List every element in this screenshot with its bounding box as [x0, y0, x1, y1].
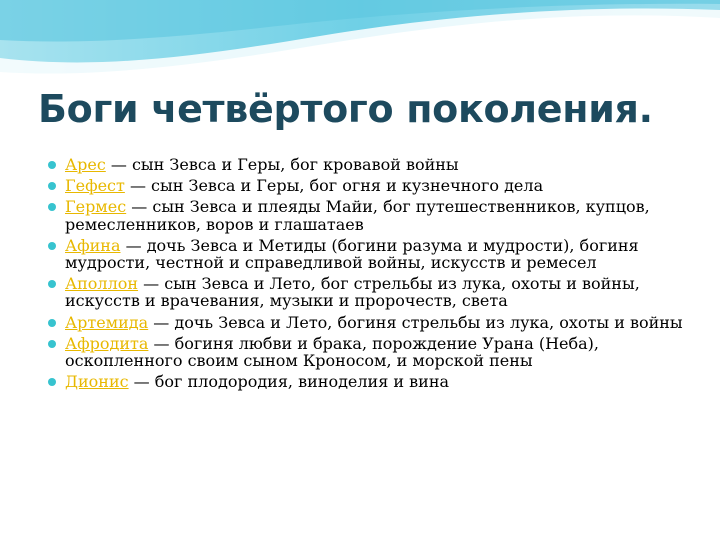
- god-name-link[interactable]: Афина: [65, 235, 121, 255]
- list-item: [48, 156, 688, 173]
- god-name-link[interactable]: Арес: [65, 155, 106, 174]
- god-name-link[interactable]: Аполлон: [65, 274, 139, 294]
- list-item: [48, 314, 688, 331]
- bullet-icon: [48, 340, 56, 348]
- god-name-link[interactable]: Дионис: [65, 372, 129, 392]
- god-description: — сын Зевса и Лето, бог стрельбы из лука, охоты и войны, искусств и врачевания, музыки и пророчеств, света: [65, 274, 640, 311]
- header-wave-decoration: [0, 0, 720, 90]
- god-description: — сын Зевса и Геры, бог огня и кузнечного дела: [124, 176, 544, 196]
- god-description: — сын Зевса и плеяды Майи, бог путешественников, купцов, ремесленников, воров и глашатаев: [65, 197, 650, 234]
- list-item: [48, 198, 688, 232]
- god-name-link[interactable]: Артемида: [65, 312, 149, 332]
- god-name-link[interactable]: Гермес: [65, 197, 127, 217]
- bullet-icon: [48, 319, 56, 327]
- bullet-icon: [48, 203, 56, 211]
- list-item: [48, 177, 688, 194]
- god-description: — сын Зевса и Геры, бог кровавой войны: [105, 155, 459, 174]
- god-description: — дочь Зевса и Лето, богиня стрельбы из лука, охоты и войны: [148, 312, 683, 332]
- bullet-icon: [48, 242, 56, 250]
- gods-list: [48, 156, 688, 394]
- bullet-icon: [48, 182, 56, 190]
- god-name-link[interactable]: Гефест: [65, 176, 125, 196]
- god-description: — богиня любви и брака, порождение Урана (Неба), оскопленного своим сыном Кроносом, и морской пены: [65, 333, 599, 371]
- list-item: [48, 335, 688, 369]
- god-name-link[interactable]: Афродита: [65, 333, 149, 353]
- god-description: — бог плодородия, виноделия и вина: [128, 372, 450, 392]
- list-item: [48, 237, 688, 271]
- slide-title: Боги четвёртого поколения.: [38, 87, 653, 131]
- bullet-icon: [48, 378, 56, 386]
- god-description: — дочь Зевса и Метиды (богини разума и мудрости), богиня мудрости, честной и справедливой войны, искусств и ремесел: [65, 235, 639, 273]
- list-item: [48, 275, 688, 309]
- list-item: [48, 373, 688, 390]
- bullet-icon: [48, 280, 56, 288]
- bullet-icon: [48, 161, 56, 169]
